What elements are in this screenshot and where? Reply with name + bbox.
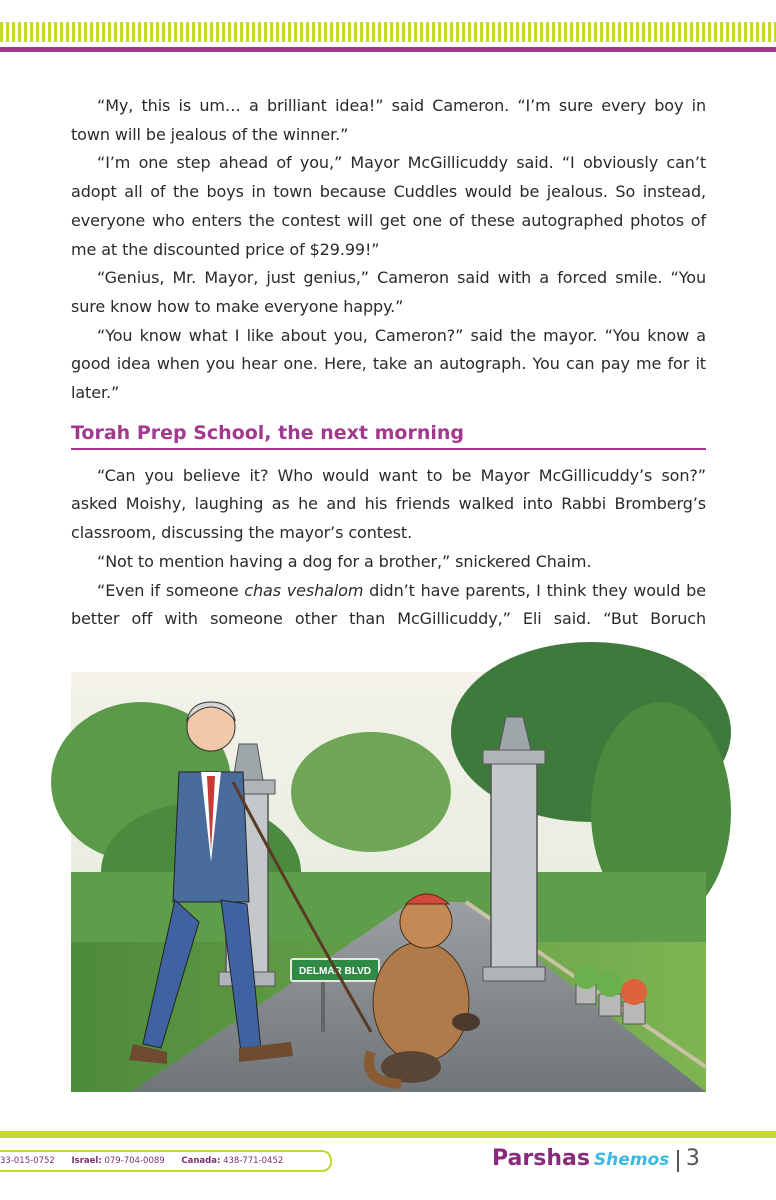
street-sign-label: DELMAR BLVD — [298, 966, 372, 977]
footer-bar — [0, 1131, 776, 1138]
contact-entry: Canada: 438-771-0452 — [181, 1156, 284, 1166]
brand-title: Parshas — [492, 1146, 590, 1171]
text-run: didn’t have parents, I think they would be better off with someone other than McGillicuddy,” Eli said. “But Boruch — [71, 580, 706, 629]
paragraph: “You know what I like about you, Cameron?” said the mayor. “You know a good idea when you hear one. Here, take an autograph. You can pay me for it later.” — [71, 325, 706, 403]
text-run: “Even if someone — [97, 580, 245, 600]
paragraph: “My, this is um… a brilliant idea!” said Cameron. “I’m sure every boy in town will be jealous of the winner.” — [71, 96, 706, 144]
tree-canopy — [291, 732, 451, 852]
story-illustration — [71, 672, 706, 1092]
contact-entry: Israel: 079-704-0089 — [71, 1156, 165, 1166]
paragraph-continued — [71, 577, 706, 634]
paragraph: “Genius, Mr. Mayor, just genius,” Cameron said with a forced smile. “You sure know how to make everyone happy.” — [71, 268, 706, 316]
paragraph: “I’m one step ahead of you,” Mayor McGillicuddy said. “I obviously can’t adopt all of the boys in town because Cuddles would be jealous. So instead, everyone who enters the contest will get one of these autographed photos of me at the discounted price of $29.99!” — [71, 153, 706, 259]
article-body — [71, 92, 706, 634]
paragraph: “Can you believe it? Who would want to be Mayor McGillicuddy’s son?” asked Moishy, laughing as he and his friends walked into Rabbi Bromberg’s classroom, discussing the mayor’s contest. — [71, 465, 706, 543]
right-gate-pillar — [483, 717, 545, 981]
italic-term: chas veshalom — [244, 580, 364, 600]
header-rule — [0, 47, 776, 52]
footer-divider — [677, 1150, 679, 1172]
paragraph: “Not to mention having a dog for a brother,” snickered Chaim. — [97, 551, 592, 571]
page-number: 3 — [685, 1146, 700, 1171]
section-heading: Torah Prep School, the next morning — [71, 420, 706, 450]
contact-entry: 33-015-0752 — [0, 1156, 55, 1166]
footer-brand — [492, 1144, 700, 1174]
contact-numbers — [0, 1150, 332, 1172]
header-tick-strip — [0, 22, 776, 42]
brand-parsha: Shemos — [593, 1150, 670, 1170]
